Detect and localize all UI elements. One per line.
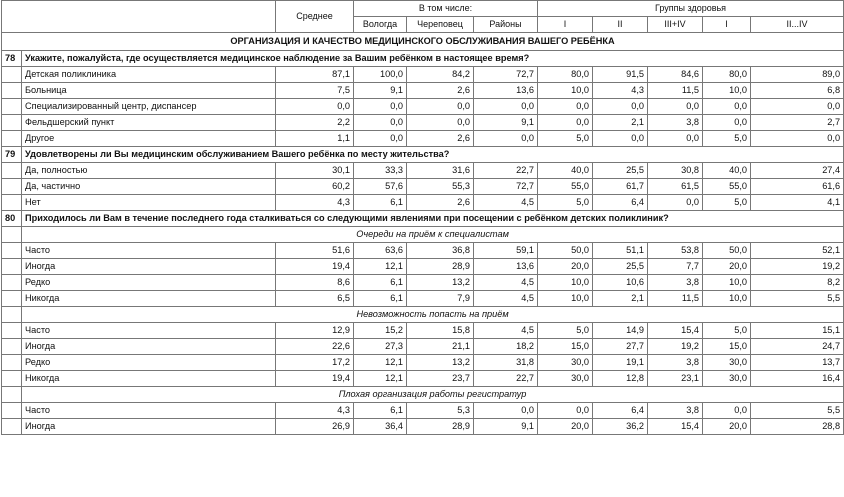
value-cell: 25,5 (593, 259, 648, 275)
value-cell: 10,0 (703, 291, 751, 307)
row-number-blank (2, 403, 22, 419)
question-row (2, 211, 844, 227)
value-cell: 31,6 (407, 163, 474, 179)
value-cell: 10,0 (538, 275, 593, 291)
value-cell: 57,6 (354, 179, 407, 195)
value-cell: 10,0 (538, 291, 593, 307)
value-cell: 20,0 (538, 259, 593, 275)
value-cell: 0,0 (751, 131, 844, 147)
value-cell: 17,2 (276, 355, 354, 371)
question-text: Укажите, пожалуйста, где осуществляется медицинское наблюдение за Вашим ребёнком в настоящее время? (22, 51, 844, 67)
header-mean: Среднее (276, 1, 354, 33)
value-cell: 12,9 (276, 323, 354, 339)
value-cell: 25,5 (593, 163, 648, 179)
value-cell: 0,0 (538, 403, 593, 419)
value-cell: 30,1 (276, 163, 354, 179)
row-number-blank (2, 99, 22, 115)
value-cell: 7,5 (276, 83, 354, 99)
value-cell: 13,2 (407, 275, 474, 291)
value-cell: 22,7 (474, 163, 538, 179)
value-cell: 10,0 (538, 83, 593, 99)
value-cell: 0,0 (474, 131, 538, 147)
header-subcol: Вологда (354, 17, 407, 33)
value-cell: 20,0 (703, 259, 751, 275)
value-cell: 3,8 (648, 275, 703, 291)
value-cell: 8,2 (751, 275, 844, 291)
value-cell: 30,8 (648, 163, 703, 179)
answer-option: Редко (22, 275, 276, 291)
value-cell: 19,2 (751, 259, 844, 275)
value-cell: 6,4 (593, 403, 648, 419)
row-number-blank (2, 355, 22, 371)
value-cell: 80,0 (703, 67, 751, 83)
data-row (2, 115, 844, 131)
value-cell: 18,2 (474, 339, 538, 355)
value-cell: 61,7 (593, 179, 648, 195)
section-row (2, 33, 844, 51)
value-cell: 7,7 (648, 259, 703, 275)
value-cell: 13,7 (751, 355, 844, 371)
value-cell: 27,3 (354, 339, 407, 355)
value-cell: 28,8 (751, 419, 844, 435)
header-subcol: Районы (474, 17, 538, 33)
value-cell: 63,6 (354, 243, 407, 259)
header-blank-cell (2, 1, 276, 33)
value-cell: 15,4 (648, 419, 703, 435)
row-number-blank (2, 67, 22, 83)
value-cell: 9,1 (474, 419, 538, 435)
value-cell: 15,0 (538, 339, 593, 355)
header-subcol: I (703, 17, 751, 33)
value-cell: 13,6 (474, 83, 538, 99)
value-cell: 0,0 (538, 115, 593, 131)
value-cell: 15,0 (703, 339, 751, 355)
value-cell: 19,4 (276, 259, 354, 275)
value-cell: 0,0 (407, 115, 474, 131)
value-cell: 11,5 (648, 291, 703, 307)
question-text: Приходилось ли Вам в течение последнего года сталкиваться со следующими явлениями при посещении с ребёнком детских поликлиник? (22, 211, 844, 227)
data-row (2, 131, 844, 147)
value-cell: 4,5 (474, 275, 538, 291)
value-cell: 30,0 (703, 355, 751, 371)
value-cell: 27,4 (751, 163, 844, 179)
data-row (2, 83, 844, 99)
value-cell: 6,4 (593, 195, 648, 211)
answer-option: Нет (22, 195, 276, 211)
value-cell: 0,0 (474, 403, 538, 419)
answer-option: Иногда (22, 259, 276, 275)
value-cell: 6,1 (354, 275, 407, 291)
value-cell: 6,5 (276, 291, 354, 307)
data-row (2, 403, 844, 419)
header-row-1 (2, 1, 844, 17)
value-cell: 50,0 (538, 243, 593, 259)
value-cell: 0,0 (648, 195, 703, 211)
value-cell: 0,0 (474, 99, 538, 115)
value-cell: 12,1 (354, 259, 407, 275)
value-cell: 5,0 (703, 195, 751, 211)
row-number-blank (2, 307, 22, 323)
value-cell: 4,3 (276, 195, 354, 211)
data-row (2, 419, 844, 435)
header-subcol: I (538, 17, 593, 33)
row-number-blank (2, 323, 22, 339)
value-cell: 11,5 (648, 83, 703, 99)
value-cell: 3,8 (648, 115, 703, 131)
value-cell: 84,2 (407, 67, 474, 83)
value-cell: 23,7 (407, 371, 474, 387)
value-cell: 33,3 (354, 163, 407, 179)
value-cell: 4,5 (474, 291, 538, 307)
value-cell: 55,0 (703, 179, 751, 195)
row-number-blank (2, 259, 22, 275)
value-cell: 0,0 (593, 99, 648, 115)
value-cell: 89,0 (751, 67, 844, 83)
value-cell: 21,1 (407, 339, 474, 355)
value-cell: 24,7 (751, 339, 844, 355)
value-cell: 53,8 (648, 243, 703, 259)
answer-option: Детская поликлиника (22, 67, 276, 83)
row-number-blank (2, 291, 22, 307)
section-title: ОРГАНИЗАЦИЯ И КАЧЕСТВО МЕДИЦИНСКОГО ОБСЛУЖИВАНИЯ ВАШЕГО РЕБЁНКА (2, 33, 844, 51)
value-cell: 0,0 (354, 131, 407, 147)
value-cell: 5,0 (703, 131, 751, 147)
value-cell: 0,0 (703, 115, 751, 131)
data-row (2, 339, 844, 355)
value-cell: 15,8 (407, 323, 474, 339)
value-cell: 12,1 (354, 355, 407, 371)
row-number-blank (2, 243, 22, 259)
value-cell: 5,5 (751, 403, 844, 419)
row-number-blank (2, 275, 22, 291)
row-number-blank (2, 371, 22, 387)
data-row (2, 67, 844, 83)
value-cell: 2,6 (407, 83, 474, 99)
answer-option: Другое (22, 131, 276, 147)
answer-option: Да, полностью (22, 163, 276, 179)
value-cell: 61,6 (751, 179, 844, 195)
value-cell: 1,1 (276, 131, 354, 147)
value-cell: 22,7 (474, 371, 538, 387)
value-cell: 0,0 (354, 99, 407, 115)
value-cell: 30,0 (538, 355, 593, 371)
value-cell: 6,1 (354, 403, 407, 419)
value-cell: 16,4 (751, 371, 844, 387)
value-cell: 4,5 (474, 323, 538, 339)
value-cell: 0,0 (407, 99, 474, 115)
value-cell: 10,6 (593, 275, 648, 291)
value-cell: 2,1 (593, 291, 648, 307)
question-row (2, 51, 844, 67)
value-cell: 55,3 (407, 179, 474, 195)
data-row (2, 163, 844, 179)
data-row (2, 179, 844, 195)
value-cell: 22,6 (276, 339, 354, 355)
value-cell: 6,8 (751, 83, 844, 99)
row-number-blank (2, 115, 22, 131)
value-cell: 28,9 (407, 259, 474, 275)
answer-option: Часто (22, 403, 276, 419)
value-cell: 0,0 (648, 99, 703, 115)
value-cell: 0,0 (593, 131, 648, 147)
value-cell: 30,0 (703, 371, 751, 387)
value-cell: 0,0 (648, 131, 703, 147)
value-cell: 0,0 (703, 99, 751, 115)
data-row (2, 99, 844, 115)
data-row (2, 275, 844, 291)
value-cell: 55,0 (538, 179, 593, 195)
answer-option: Редко (22, 355, 276, 371)
question-number: 80 (2, 211, 22, 227)
value-cell: 3,8 (648, 403, 703, 419)
value-cell: 50,0 (703, 243, 751, 259)
value-cell: 19,2 (648, 339, 703, 355)
answer-option: Иногда (22, 339, 276, 355)
value-cell: 27,7 (593, 339, 648, 355)
data-row (2, 259, 844, 275)
value-cell: 26,9 (276, 419, 354, 435)
answer-option: Никогда (22, 371, 276, 387)
value-cell: 14,9 (593, 323, 648, 339)
row-number-blank (2, 179, 22, 195)
value-cell: 36,4 (354, 419, 407, 435)
answer-option: Больница (22, 83, 276, 99)
question-row (2, 147, 844, 163)
answer-option: Иногда (22, 419, 276, 435)
question-text: Удовлетворены ли Вы медицинским обслуживанием Вашего ребёнка по месту жительства? (22, 147, 844, 163)
value-cell: 0,0 (354, 115, 407, 131)
value-cell: 72,7 (474, 67, 538, 83)
value-cell: 4,1 (751, 195, 844, 211)
value-cell: 6,1 (354, 291, 407, 307)
value-cell: 12,8 (593, 371, 648, 387)
value-cell: 8,6 (276, 275, 354, 291)
answer-option: Никогда (22, 291, 276, 307)
answer-option: Специализированный центр, диспансер (22, 99, 276, 115)
value-cell: 12,1 (354, 371, 407, 387)
data-row (2, 323, 844, 339)
value-cell: 15,1 (751, 323, 844, 339)
row-number-blank (2, 387, 22, 403)
value-cell: 28,9 (407, 419, 474, 435)
value-cell: 19,4 (276, 371, 354, 387)
row-number-blank (2, 195, 22, 211)
value-cell: 13,2 (407, 355, 474, 371)
survey-table (1, 0, 844, 435)
value-cell: 15,4 (648, 323, 703, 339)
value-cell: 20,0 (703, 419, 751, 435)
subgroup-row (2, 227, 844, 243)
value-cell: 2,6 (407, 195, 474, 211)
value-cell: 36,8 (407, 243, 474, 259)
value-cell: 31,8 (474, 355, 538, 371)
value-cell: 9,1 (474, 115, 538, 131)
answer-option: Часто (22, 323, 276, 339)
value-cell: 5,3 (407, 403, 474, 419)
value-cell: 5,0 (538, 131, 593, 147)
data-row (2, 243, 844, 259)
value-cell: 2,7 (751, 115, 844, 131)
header-subcol: II...IV (751, 17, 844, 33)
value-cell: 5,0 (703, 323, 751, 339)
value-cell: 0,0 (751, 99, 844, 115)
row-number-blank (2, 163, 22, 179)
subgroup-title: Очереди на приём к специалистам (22, 227, 844, 243)
value-cell: 23,1 (648, 371, 703, 387)
value-cell: 9,1 (354, 83, 407, 99)
value-cell: 80,0 (538, 67, 593, 83)
value-cell: 40,0 (538, 163, 593, 179)
answer-option: Фельдшерский пункт (22, 115, 276, 131)
header-subcol: Череповец (407, 17, 474, 33)
value-cell: 60,2 (276, 179, 354, 195)
value-cell: 0,0 (276, 99, 354, 115)
value-cell: 0,0 (703, 403, 751, 419)
value-cell: 30,0 (538, 371, 593, 387)
answer-option: Часто (22, 243, 276, 259)
value-cell: 5,0 (538, 323, 593, 339)
row-number-blank (2, 131, 22, 147)
question-number: 78 (2, 51, 22, 67)
value-cell: 4,5 (474, 195, 538, 211)
header-health-groups: Группы здоровья (538, 1, 844, 17)
value-cell: 15,2 (354, 323, 407, 339)
header-subcol: III+IV (648, 17, 703, 33)
data-row (2, 355, 844, 371)
value-cell: 3,8 (648, 355, 703, 371)
value-cell: 6,1 (354, 195, 407, 211)
subgroup-title: Плохая организация работы регистратур (22, 387, 844, 403)
value-cell: 5,5 (751, 291, 844, 307)
value-cell: 59,1 (474, 243, 538, 259)
value-cell: 52,1 (751, 243, 844, 259)
value-cell: 4,3 (276, 403, 354, 419)
data-row (2, 291, 844, 307)
value-cell: 20,0 (538, 419, 593, 435)
value-cell: 84,6 (648, 67, 703, 83)
value-cell: 7,9 (407, 291, 474, 307)
value-cell: 61,5 (648, 179, 703, 195)
value-cell: 13,6 (474, 259, 538, 275)
value-cell: 40,0 (703, 163, 751, 179)
row-number-blank (2, 227, 22, 243)
value-cell: 91,5 (593, 67, 648, 83)
data-row (2, 195, 844, 211)
row-number-blank (2, 83, 22, 99)
value-cell: 36,2 (593, 419, 648, 435)
question-number: 79 (2, 147, 22, 163)
value-cell: 0,0 (538, 99, 593, 115)
row-number-blank (2, 339, 22, 355)
subgroup-row (2, 307, 844, 323)
answer-option: Да, частично (22, 179, 276, 195)
header-including: В том числе: (354, 1, 538, 17)
value-cell: 19,1 (593, 355, 648, 371)
data-row (2, 371, 844, 387)
value-cell: 2,1 (593, 115, 648, 131)
value-cell: 4,3 (593, 83, 648, 99)
value-cell: 2,2 (276, 115, 354, 131)
value-cell: 10,0 (703, 275, 751, 291)
subgroup-title: Невозможность попасть на приём (22, 307, 844, 323)
row-number-blank (2, 419, 22, 435)
value-cell: 100,0 (354, 67, 407, 83)
value-cell: 2,6 (407, 131, 474, 147)
value-cell: 72,7 (474, 179, 538, 195)
value-cell: 51,6 (276, 243, 354, 259)
header-subcol: II (593, 17, 648, 33)
value-cell: 5,0 (538, 195, 593, 211)
value-cell: 10,0 (703, 83, 751, 99)
subgroup-row (2, 387, 844, 403)
value-cell: 87,1 (276, 67, 354, 83)
value-cell: 51,1 (593, 243, 648, 259)
